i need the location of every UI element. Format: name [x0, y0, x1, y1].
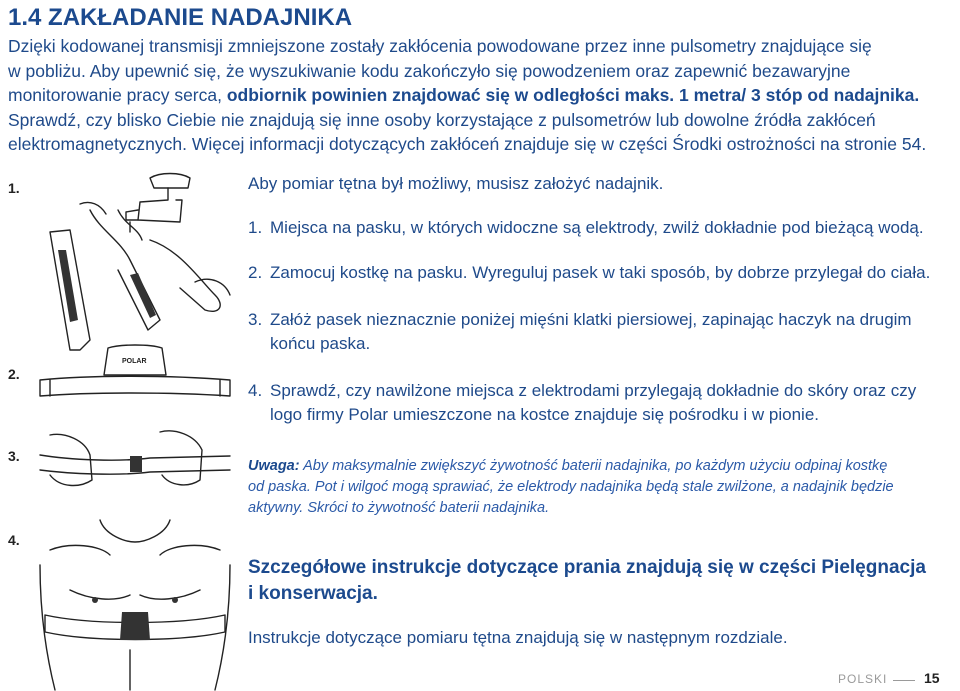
strap-illustration [30, 170, 245, 691]
step-text-continued: końcu paska. [270, 334, 371, 353]
intro-line: elektromagnetycznych. Więcej informacji dotyczących zakłóceń znajduje się w części Środki ostrożności na stronie 54. [8, 134, 927, 154]
note-label: Uwaga: [248, 458, 300, 474]
step-1 [248, 216, 953, 240]
intro-line: Sprawdź, czy blisko Ciebie nie znajdują się inne osoby korzystające z pulsometrów lub dowolne źródła zakłóceń [8, 109, 876, 130]
step-2 [248, 261, 953, 285]
intro-line: w pobliżu. Aby upewnić się, że wyszukiwanie kodu zakończyło się powodzeniem oraz zapewnić bezawaryjne [8, 60, 851, 81]
intro-line [8, 83, 958, 108]
intro-paragraph [8, 34, 958, 157]
step-4 [248, 379, 953, 427]
step-text: Zamocuj kostkę na pasku. Wyreguluj pasek w taki sposób, by dobrze przylegał do ciała. [270, 263, 931, 282]
step-label-3: 3. [8, 448, 20, 464]
care-heading-line: Szczegółowe instrukcje dotyczące prania znajdują się w części Pielęgnacja [248, 557, 926, 578]
step-number: 2. [248, 263, 263, 282]
note-text: Aby maksymalnie zwiększyć żywotność baterii nadajnika, po każdym użyciu odpinaj kostkę [299, 458, 888, 474]
step-label-4: 4. [8, 532, 20, 548]
step-number: 1. [248, 218, 263, 237]
strap-2-illustration [40, 345, 230, 396]
hands-illustration [40, 431, 230, 486]
footer-divider [893, 680, 915, 681]
footer-language: POLSKI [838, 672, 888, 686]
care-heading [248, 555, 948, 607]
strap-1-illustration [50, 202, 230, 350]
note-text: aktywny. Skróci to żywotność baterii nadajnika. [248, 500, 550, 516]
next-chapter-text: Instrukcje dotyczące pomiaru tętna znajdują się w następnym rozdziale. [248, 628, 788, 647]
step-number: 4. [248, 381, 263, 400]
step-3 [248, 308, 953, 356]
lead-text: Aby pomiar tętna był możliwy, musisz założyć nadajnik. [248, 174, 664, 193]
battery-note [248, 456, 948, 519]
step-text: Załóż pasek nieznacznie poniżej mięśni klatki piersiowej, zapinając haczyk na drugim [270, 310, 912, 329]
intro-text: monitorowanie pracy serca, [8, 85, 227, 105]
care-heading-line: i konserwacja. [248, 583, 378, 604]
faucet-illustration [126, 174, 190, 233]
step-text: Sprawdź, czy nawilżone miejsca z elektrodami przylegają dokładnie do skóry oraz czy [270, 381, 917, 400]
polar-logo-text: POLAR [122, 358, 147, 365]
torso-illustration [40, 520, 230, 690]
intro-line: Dzięki kodowanej transmisji zmniejszone zostały zakłócenia powodowane przez inne pulsometry znajdujące się [8, 36, 872, 56]
step-text: Miejsca na pasku, w których widoczne są elektrody, zwilż dokładnie pod bieżącą wodą. [270, 218, 924, 237]
step-text-continued: logo firmy Polar umieszczone na kostce znajduje się pośrodku i w pionie. [270, 405, 819, 424]
step-label-1: 1. [8, 180, 20, 196]
page-title: 1.4 ZAKŁADANIE NADAJNIKA [8, 4, 353, 31]
page-number: 15 [924, 670, 940, 686]
step-label-2: 2. [8, 366, 20, 382]
intro-emphasis: odbiornik powinien znajdować się w odległości maks. 1 metra/ 3 stóp od nadajnika. [226, 85, 920, 105]
note-text: od paska. Pot i wilgoć mogą sprawiać, że elektrody nadajnika będą stale zwilżone, a nadajnik będzie [248, 479, 894, 495]
step-number: 3. [248, 310, 263, 329]
